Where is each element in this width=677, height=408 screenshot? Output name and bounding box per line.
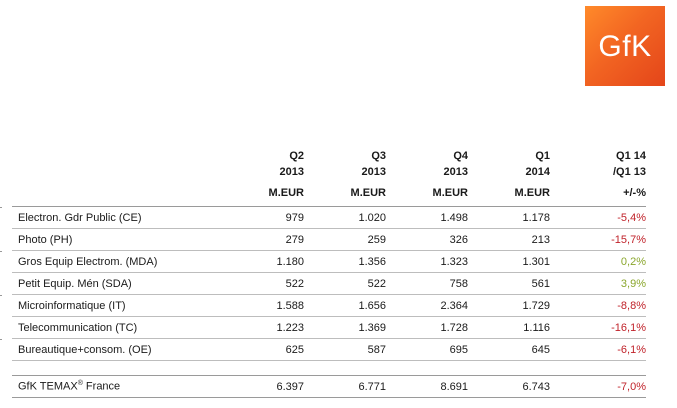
temax-table: [12, 140, 646, 398]
units-row: [12, 180, 646, 207]
value-cell: 522: [367, 277, 386, 290]
row-label: Microinformatique (IT): [18, 299, 126, 312]
value-cell: 1.729: [522, 299, 550, 312]
table-row: [12, 207, 646, 229]
change-cell: -16,1%: [611, 321, 646, 334]
change-cell: 0,2%: [620, 255, 646, 268]
unit-cell: M.EUR: [350, 187, 386, 199]
row-label: Photo (PH): [18, 233, 73, 246]
value-cell: 1.498: [440, 211, 468, 224]
value-cell: 279: [285, 233, 304, 246]
row-label: Electron. Gdr Public (CE): [18, 211, 142, 224]
label-header: [12, 140, 222, 180]
table-row: [12, 295, 646, 317]
margin-tick: [0, 251, 2, 252]
row-label: Petit Equip. Mén (SDA): [18, 277, 132, 290]
value-cell: 1.728: [440, 321, 468, 334]
value-cell: 1.656: [358, 299, 386, 312]
value-cell: 561: [531, 277, 550, 290]
row-label: Gros Equip Electrom. (MDA): [18, 255, 158, 268]
value-cell: 259: [367, 233, 386, 246]
value-cell: 1.356: [358, 255, 386, 268]
value-cell: 695: [449, 343, 468, 356]
period-header-row: [12, 140, 646, 180]
value-cell: 1.178: [522, 211, 550, 224]
unit-cell: M.EUR: [514, 187, 550, 199]
margin-tick: [0, 339, 2, 340]
gfk-logo: [585, 6, 665, 86]
value-cell: 645: [531, 343, 550, 356]
total-q2-2013: 6.397: [276, 380, 304, 393]
value-cell: 522: [285, 277, 304, 290]
header-q1-2014: Q1 2014: [525, 150, 550, 178]
header-q2-2013: Q2 2013: [279, 150, 304, 178]
margin-tick: [0, 207, 2, 208]
table-row: [12, 339, 646, 361]
value-cell: 1.116: [523, 321, 550, 334]
header-q4-2013: Q4 2013: [443, 150, 468, 178]
value-cell: 1.180: [276, 255, 304, 268]
total-q3-2013: 6.771: [358, 380, 386, 393]
value-cell: 1.369: [358, 321, 386, 334]
table-body: [12, 207, 646, 361]
margin-tick: [0, 295, 2, 296]
total-q1-2014: 6.743: [522, 380, 550, 393]
gfk-logo-text: GfK: [598, 30, 652, 63]
row-label: Bureautique+consom. (OE): [18, 343, 152, 356]
value-cell: 326: [449, 233, 468, 246]
value-cell: 1.223: [276, 321, 304, 334]
total-row: [12, 376, 646, 398]
total-q4-2013: 8.691: [440, 380, 468, 393]
value-cell: 587: [367, 343, 386, 356]
unit-cell: M.EUR: [268, 187, 304, 199]
value-cell: 758: [449, 277, 468, 290]
value-cell: 213: [531, 233, 550, 246]
table-row: [12, 273, 646, 295]
change-cell: -15,7%: [611, 233, 646, 246]
value-cell: 2.364: [440, 299, 468, 312]
value-cell: 625: [285, 343, 304, 356]
change-cell: -5,4%: [617, 211, 646, 224]
change-cell: 3,9%: [620, 277, 646, 290]
row-label: Telecommunication (TC): [18, 321, 138, 334]
change-cell: -8,8%: [617, 299, 646, 312]
total-label: GfK TEMAX® France: [18, 380, 121, 393]
table-row: [12, 317, 646, 339]
header-q3-2013: Q3 2013: [361, 150, 386, 178]
table-row: [12, 229, 646, 251]
table-row: [12, 251, 646, 273]
total-change: -7,0%: [617, 380, 646, 393]
unit-cell: M.EUR: [432, 187, 468, 199]
change-cell: -6,1%: [617, 343, 646, 356]
value-cell: 1.301: [522, 255, 550, 268]
unit-cell: +/-%: [623, 187, 646, 199]
value-cell: 1.323: [440, 255, 468, 268]
value-cell: 1.020: [358, 211, 386, 224]
value-cell: 979: [285, 211, 304, 224]
header-change: Q1 14 /Q1 13: [612, 150, 646, 178]
value-cell: 1.588: [276, 299, 304, 312]
